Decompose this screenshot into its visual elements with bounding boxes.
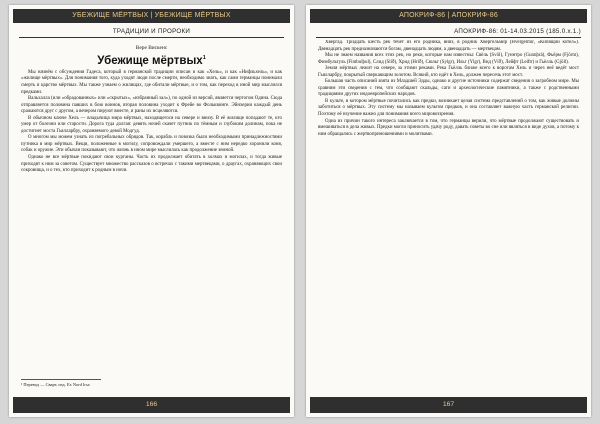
right-paragraph: Хвергад. Тридцать шесть рек течет из его родника, вниз, в родник Хвергельмир (Hvergelmir, «Кипящий котёл»). Двенадцать рек предназначаются богам, двенадцать людям, а двенадцать — мертвецам. [318, 40, 579, 52]
right-paragraph: Большая часть описаний взята из Младшей Эдды, однако и другие источники содержат сведения о загробном мире. Мы сравним эти сведения с тем, что сообщают скальды, саги и археологические памятники, а также с родственными традициями других индоевропейских народов. [318, 79, 579, 98]
left-paragraph: В обычном ключе Хель — владычица мира мёртвых, находящегося на севере и внизу. В её жилище попадают те, кто умер от болезни или старости. Дорога туда долгая: девять ночей скачет путник по тёмным и глубоким долинам, пока не достигнет моста Гьялларбру, охраняемого девой Модгуд. [21, 115, 282, 134]
article-title-text: Убежище мёртвых [97, 54, 203, 67]
left-footnote: ¹ Перевод — Сварт, изд. Ex Nord ​Irsa [21, 379, 101, 387]
right-page-number: 167 [310, 397, 587, 413]
right-header-bar: АПОКРИФ-86 | АПОКРИФ-86 [310, 9, 587, 23]
left-body [21, 41, 282, 387]
left-paragraph: О многом мы можем узнать из погребальных обрядов. Так, корабль и повозка были необходимыми принадлежностями путника в мир мёртвых. Вещи, положенные в могилу, сопровождали умершего, а вместе с ним нередко хоронили коня, собак и оружие. Эти обычаи показывают, что жизнь в ином мире мыслилась как продолжение земной. [21, 135, 282, 154]
right-paragraph: Мы не знаем названия всех этих рек, но реки, которые нам известны: Свёль (Svöl), Гуннтро (Gunnþrá), Фьёрм (Fjörm), Фимбультуль (Fimbulþul), Слид (Slíð), Хрид (Hríð), Сюльг (Sylgr), Ильг (Ylgr), Вид (Víð), Лейфт (Leiftr) и Гьёлль (Gjöll). [318, 53, 579, 65]
left-section-title: ТРАДИЦИИ И ПРОРОКИ [19, 26, 284, 38]
article-author: Вере Вискенс [135, 45, 168, 51]
right-page [306, 5, 591, 417]
right-body [318, 40, 579, 387]
left-page [9, 5, 294, 417]
left-page-number: 166 [13, 397, 290, 413]
left-paragraph: Мы начнём с обсуждения Гадеса, который в германской традиции описан и как «Хель», и как «Нифльхель», и как «жилище мёртвых». Для понимания того, куда уходят люди после смерти, необходимо знать, как сами германцы понимали смерть и царство мёртвых. Мы также узнаем о жилищах, где обитали мёртвые, и о том, как переход в иной мир мыслился предками. [21, 69, 282, 95]
right-paragraph: Одна из причин такого интереса заключается в том, что германцы верили, что мёртвые продолжают существовать и вмешиваться в дела живых. Предки могли приносить удачу роду, давать советы во сне или являться в виде духов, а потому к ним обращались с жертвоприношениями и молитвами. [318, 118, 579, 137]
title-footnote-mark: 1 [202, 54, 206, 61]
left-paragraph: Однако не все мёртвые покидают свои курганы. Часть их продолжает обитать в холмах и могилах, и тогда живые приходят к ним за советом. Существует множество рассказов о встречах с такими мертвецами, о драугах, охраняющих свои сокровища, и о тех, кто приходит к родным в ночи. [21, 155, 282, 174]
right-paragraph: Земля мёртвых лежит на севере, за этими реками. Река Гьёлль ближе всего к воротам Хель и через неё ведёт мост Гьялларбру, покрытый сверкающим золотом. Всякий, кто идёт в Хель, должен пересечь этот мост. [318, 66, 579, 78]
left-paragraph: Вальхалла (или «обрадованных» или «скрытых», «избранный зал»), по одной из версий, является чертогом Одина. Сюда отправляется половина павших в бою воинов, вторая половина уходит к Фрейе во Фольквинге. Эйнхерии каждый день сражаются друг с другом, а вечером пируют вместе, и раны их исцеляются. [21, 96, 282, 115]
left-header-bar: УБЕЖИЩЕ МЁРТВЫХ | УБЕЖИЩЕ МЁРТВЫХ [13, 9, 290, 23]
right-section-title: АПОКРИФ-86: 01-14.03.2015 (185.0.x.1.) [316, 26, 581, 38]
right-paragraph: В культе, в котором мёртвые почитались как предки, возникает целая система представлений о том, как живые должны заботиться о мёртвых. Эту систему мы называем культом предков, и она составляет важную часть германской религии. Поэтому её изучение важно для понимания всего мировоззрения. [318, 98, 579, 118]
article-title [21, 54, 282, 67]
